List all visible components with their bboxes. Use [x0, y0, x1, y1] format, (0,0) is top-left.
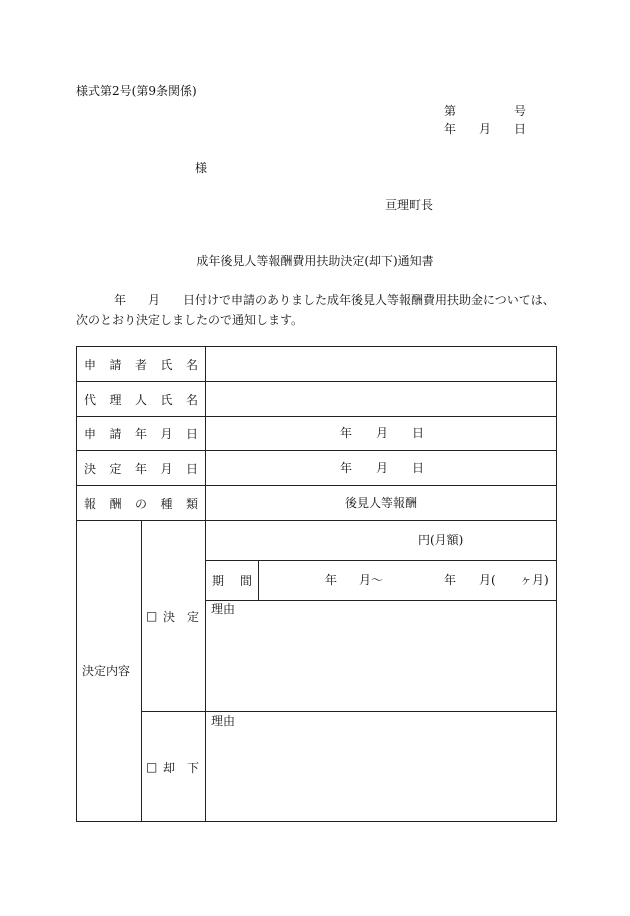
table-border-bottom	[76, 821, 557, 822]
label-agent-name: 代 理 人 氏 名	[84, 392, 198, 407]
remuneration-type-value: 後見人等報酬	[344, 496, 417, 510]
approve-checkbox[interactable]: □	[146, 609, 158, 623]
label-decision-date: 決 定 年 月 日	[84, 461, 198, 476]
period-from-year: 年	[325, 573, 338, 587]
document-title: 成年後見人等報酬費用扶助決定(却下)通知書	[196, 254, 434, 268]
approve-reject-line	[141, 711, 557, 712]
application-date-year: 年	[340, 426, 353, 440]
document-number-suffix: 号	[514, 104, 527, 118]
approve-reason-label: 理由	[211, 602, 236, 616]
period-line	[205, 600, 557, 601]
decision-content-label: 決定内容	[82, 664, 131, 678]
body-line-1: 日付けで申請のありました成年後見人等報酬費用扶助金については、	[183, 293, 555, 307]
issue-date-month: 月	[479, 122, 492, 136]
amount-line	[205, 560, 557, 561]
recipient-honorific: 様	[195, 161, 208, 175]
label-remuneration-type: 報 酬 の 種 類	[84, 496, 198, 511]
agent-name-field[interactable]	[206, 382, 556, 416]
table-border-right	[556, 346, 557, 822]
table-divider-decision	[141, 520, 142, 822]
reject-reason-label: 理由	[211, 714, 236, 728]
decision-date-year: 年	[340, 461, 353, 475]
table-divider-label	[205, 346, 206, 822]
issuer-name: 亘理町長	[385, 198, 434, 212]
body-year: 年	[114, 293, 127, 307]
reject-label: 却 下	[163, 760, 199, 775]
form-number: 様式第2号(第9条関係)	[76, 84, 197, 98]
row-line-3	[76, 450, 557, 451]
period-label: 期 間	[212, 573, 252, 588]
monthly-amount-label: 円(月額)	[418, 533, 464, 547]
applicant-name-field[interactable]	[206, 347, 556, 381]
row-line-5	[76, 520, 557, 521]
body-line-2: 次のとおり決定しましたので通知します。	[76, 313, 304, 327]
decision-date-month: 月	[376, 461, 389, 475]
row-line-2	[76, 416, 557, 417]
issue-date-year: 年	[444, 122, 457, 136]
decision-date-day: 日	[412, 461, 425, 475]
approve-label: 決 定	[163, 609, 199, 624]
document-number-prefix: 第	[444, 104, 457, 118]
label-applicant-name: 申 請 者 氏 名	[84, 357, 198, 372]
period-months: ヶ月)	[520, 573, 549, 587]
application-date-day: 日	[412, 426, 425, 440]
period-from-month: 月〜	[359, 573, 384, 587]
row-line-4	[76, 485, 557, 486]
table-border-left	[76, 346, 77, 822]
reject-checkbox[interactable]: □	[146, 760, 158, 774]
period-to-month: 月(	[479, 573, 496, 587]
issue-date-day: 日	[514, 122, 527, 136]
period-to-year: 年	[444, 573, 457, 587]
body-month: 月	[148, 293, 161, 307]
application-date-month: 月	[376, 426, 389, 440]
label-application-date: 申 請 年 月 日	[84, 426, 198, 441]
period-divider	[258, 560, 259, 600]
